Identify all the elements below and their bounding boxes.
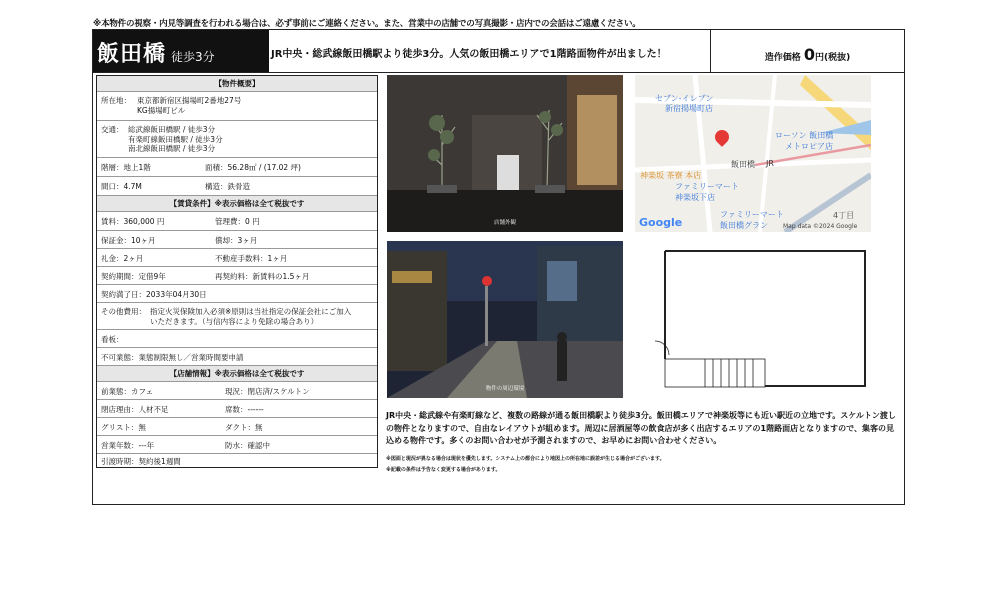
property-sheet [92,29,905,505]
section-lease: 【賃貸条件】※表示価格は全て税抜です [97,196,377,212]
section-store: 【店舗情報】※表示価格は全て税抜です [97,366,377,382]
row-handover: 引渡時期：契約後1週間 [101,457,181,466]
row-floor-area: 階層：地上1階 面積：56.28㎡ / (17.02 坪) [97,158,377,177]
property-description: JR中央・総武線や有楽町線など、複数の路線が通る飯田橋駅より徒歩3分。飯田橋エリアで神楽坂等にも近い駅近の立地です。スケルトン渡しの物件となりますので、自由なレイアウトが組めます。周辺に居酒屋等の飲食店が多く出店するエリアの1階路面店となりますので、集客の見込める物件です。多くのお問い合わせが予測されますので、お早めにお問い合わせください。 [386,411,896,445]
station-title: 飯田橋 [97,42,167,67]
price-value: 0 [803,45,816,64]
property-table [96,75,378,468]
row-deposit: 保証金：10ヶ月 償却：3ヶ月 [97,231,377,249]
row-grease: グリスト：無 ダクト：無 [97,418,377,436]
row-reason: 閉店理由：人材不足 席数：------ [97,400,377,418]
row-other: その他費用： 指定火災保険加入必須※原則は当社指定の保証会社にご加入 いただきます。（与信内容により免除の場合あり） [97,303,377,330]
price-box [711,30,904,72]
other-value: 指定火災保険加入必須※原則は当社指定の保証会社にご加入 いただきます。（与信内容により免除の場合あり） [150,307,352,326]
floor-plan [635,241,871,398]
surrounding-photo [387,241,623,398]
exterior-caption: 店舗外観 [493,220,516,226]
access-value: 総武線飯田橋駅 / 徒歩3分 有楽町線飯田橋駅 / 徒歩3分 南北線飯田橋駅 / 徒歩3分 [128,125,223,153]
row-term: 契約期間：定借9年 再契約料：新賃料の1.5ヶ月 [97,267,377,285]
exterior-photo [387,75,623,232]
price-unit: 円(税抜) [815,53,851,63]
row-sign: 看板： [97,330,377,348]
notice-text: ※本物件の視察・内見等調査を行われる場合は、必ず事前にご連絡ください。また、営業中の店舗での写真撮影・店内での会話はご遠慮ください。 [93,19,641,29]
fine-print-1: ※図面と現況が異なる場合は現状を優先します。システム上の都合により地図上の所在地に誤差が生じる場合がございます。 [386,456,665,462]
title-box [93,30,269,72]
sheet-header [93,30,904,73]
location-map[interactable]: セブン-イレブン 新宿揚場町店 ローソン 飯田橋 メトロピア店 飯田橋 JR 神楽坂 茶寮 本店 ファミリーマート 神楽坂下店 ファミリーマート 飯田橋グラン 4丁目 Google Map data ©2024 Google [635,75,871,232]
fine-print-2: ※記載の条件は予告なく変更する場合があります。 [386,467,501,473]
headline: JR中央・総武線飯田橋駅より徒歩3分。人気の飯田橋エリアで1階路面物件が出ました！ [271,49,667,60]
row-years: 営業年数：---年 防水：確認中 [97,436,377,454]
walk-time: 徒歩3分 [171,50,215,64]
row-rent: 賃料：360,000 円 管理費：0 円 [97,212,377,231]
section-overview: 【物件概要】 [97,76,377,92]
row-restrict: 不可業態：業態制限無し／営業時間要申請 [97,348,377,366]
google-logo: Google [639,216,683,229]
row-access: 交通： 総武線飯田橋駅 / 徒歩3分 有楽町線飯田橋駅 / 徒歩3分 南北線飯田橋駅 / 徒歩3分 [97,121,377,158]
row-key: 礼金：2ヶ月 不動産手数料：1ヶ月 [97,249,377,267]
row-expiry: 契約満了日：2033年04月30日 [97,285,377,303]
row-frontage: 間口：4.7M 構造：鉄骨造 [97,177,377,196]
row-prev: 前業態：カフェ 現況：閉店済/スケルトン [97,382,377,400]
row-address: 所在地： 東京都新宿区揚場町2番地27号 KG揚場町ビル [97,92,377,121]
price-label: 造作価格 [764,53,801,63]
address-value: 東京都新宿区揚場町2番地27号 KG揚場町ビル [137,96,242,115]
map-credit: Map data ©2024 Google [783,223,858,230]
surrounding-caption: 物件の周辺環境 [485,386,525,392]
